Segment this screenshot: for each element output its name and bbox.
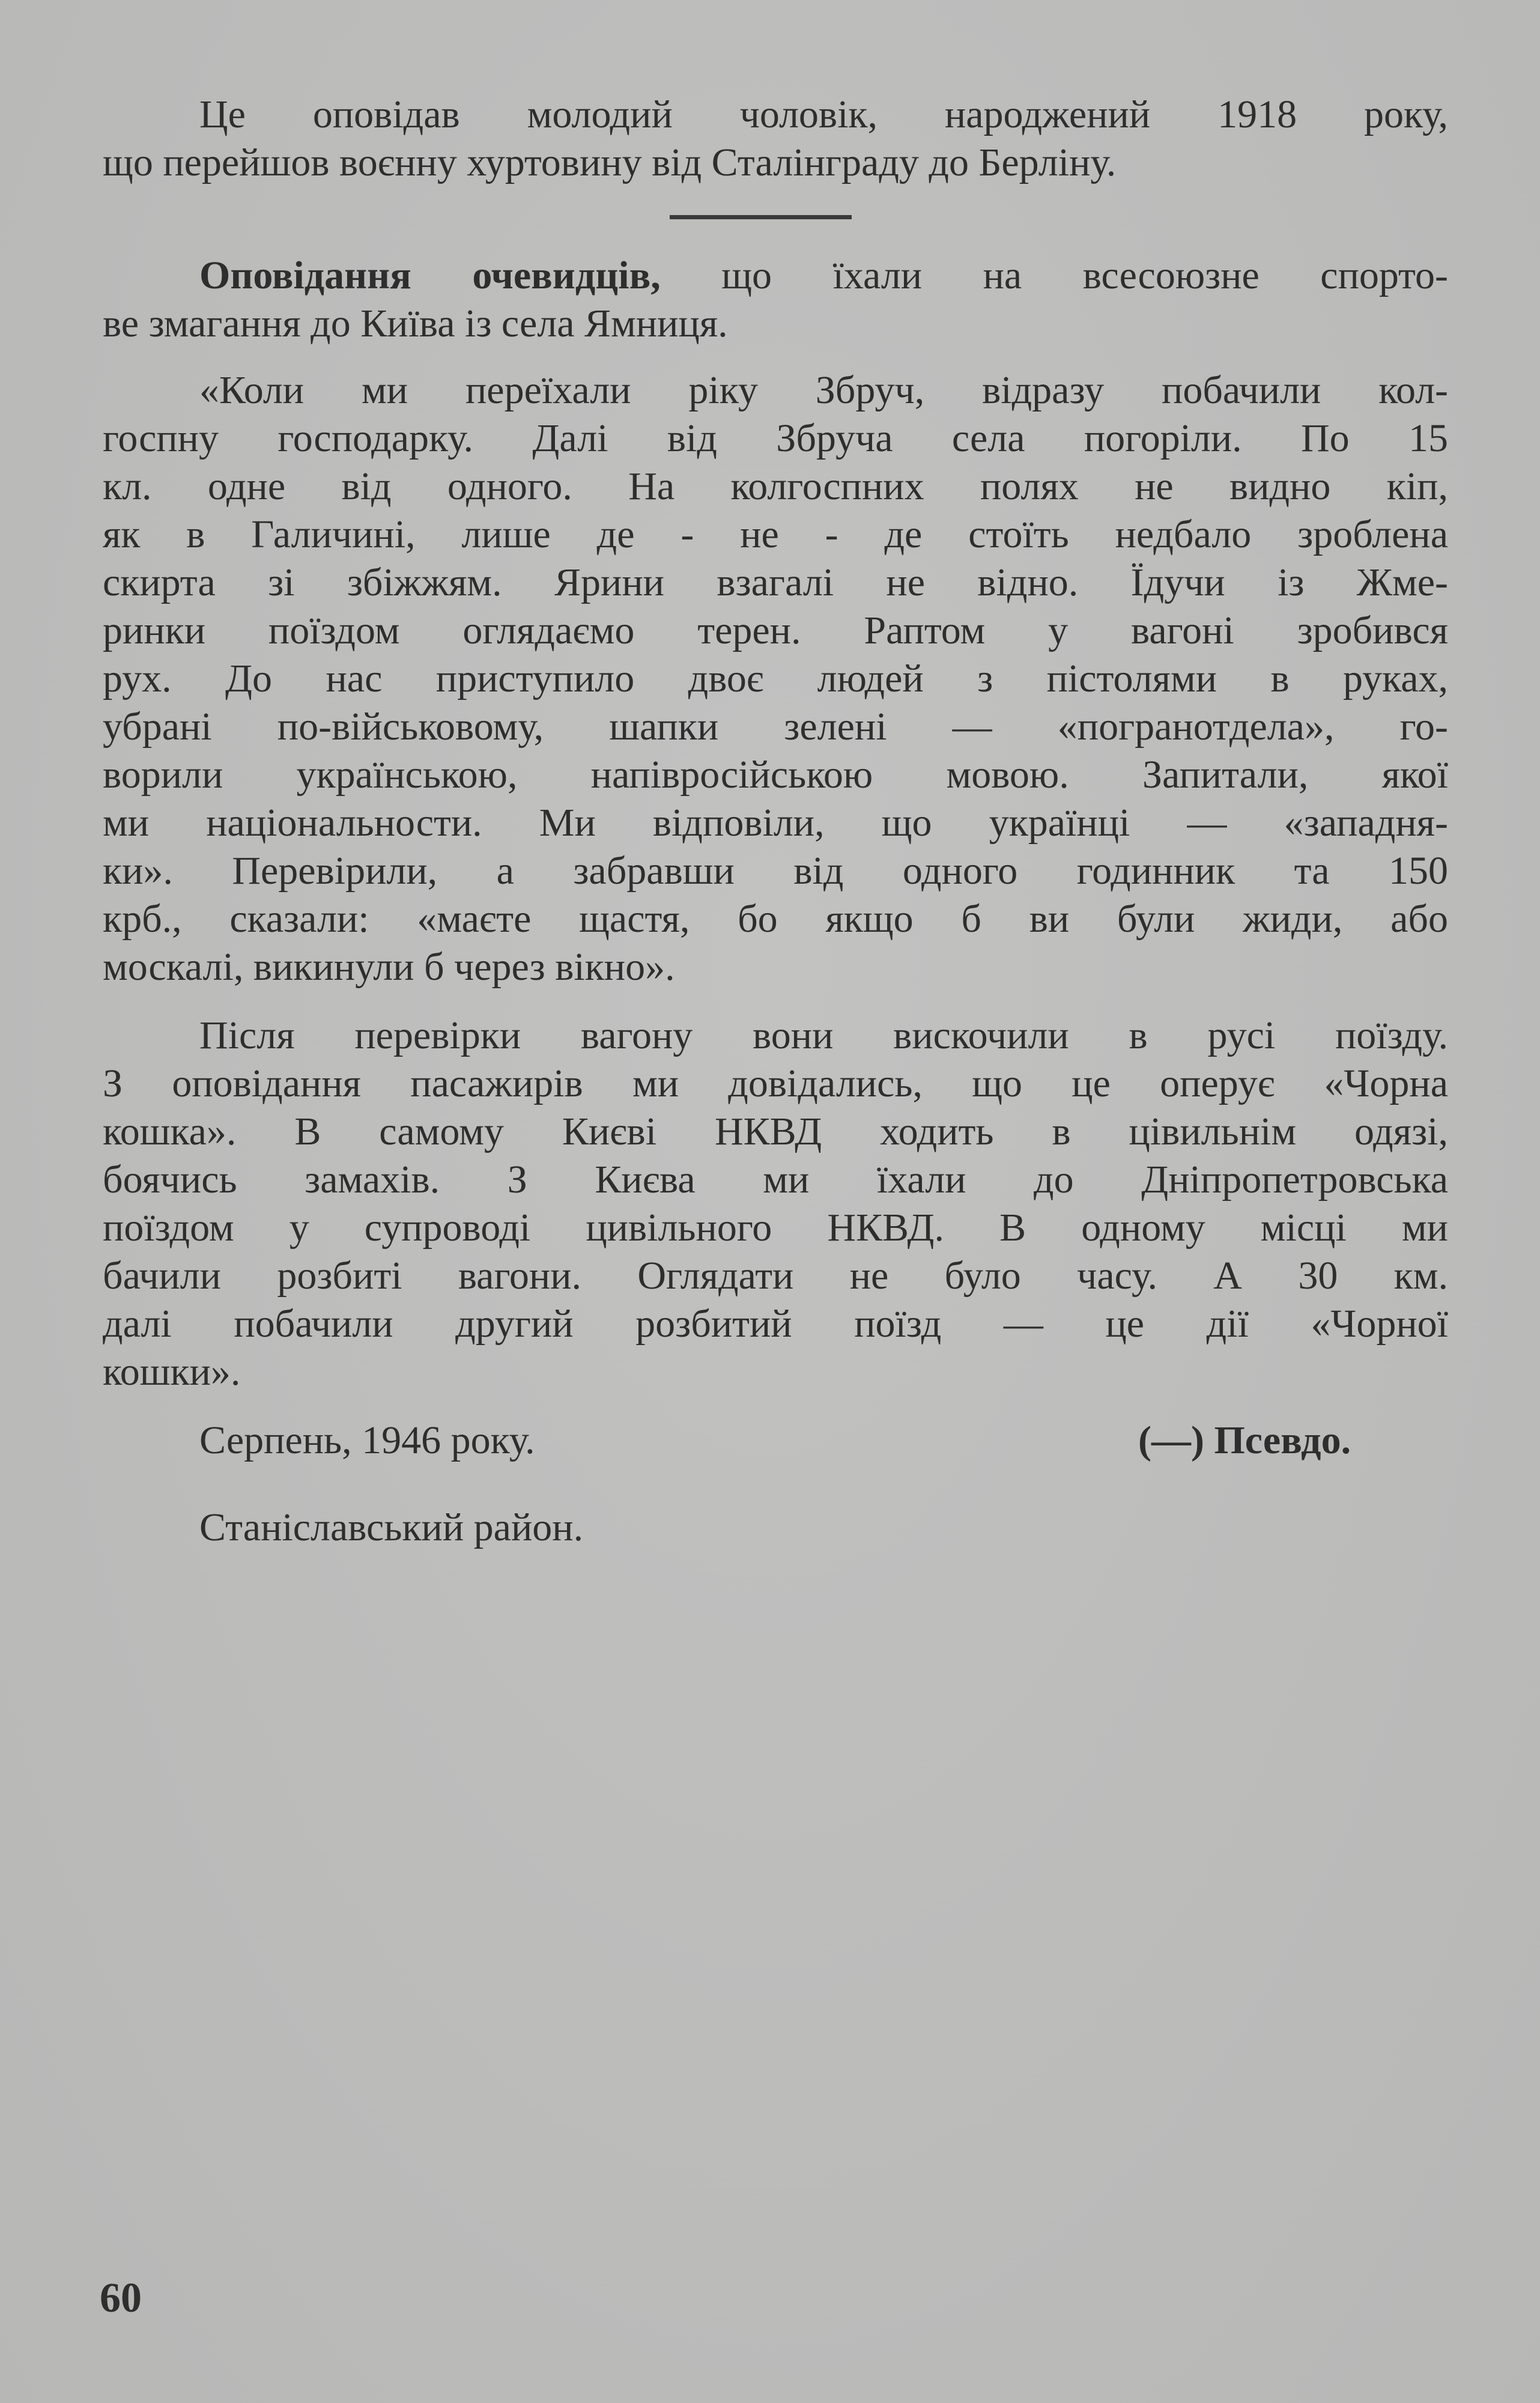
text-line: ми національности. Ми відповіли, що українці — «западня- (103, 801, 1448, 845)
text-line: «Коли ми переїхали ріку Збруч, відразу побачили кол- (199, 368, 1448, 412)
text-line: кл. одне від одного. На колгоспних полях не видно кіп, (103, 464, 1448, 508)
text-line: ве змагання до Київа із села Ямниця. (103, 302, 728, 345)
signature-place: Станіславський район. (199, 1505, 584, 1549)
intro-paragraph (103, 91, 1448, 187)
story-paragraph (103, 366, 1448, 991)
text-line: як в Галичині, лише де - не - де стоїть недбало зроблена (103, 512, 1448, 556)
text-line: госпну господарку. Далі від Збруча села погоріли. По 15 (103, 416, 1448, 460)
eyewitness-paragraph (103, 252, 1448, 348)
signature-date: Серпень, 1946 року. (199, 1418, 535, 1462)
after-paragraph (103, 1012, 1448, 1396)
text-line: далі побачили другий розбитий поїзд — це дії «Чорної (103, 1302, 1448, 1346)
text-line: кошка». В самому Києві НКВД ходить в цівильнім одязі, (103, 1110, 1448, 1153)
text-line: ворили українською, напівросійською мовою. Запитали, якої (103, 753, 1448, 797)
text-line: ринки поїздом оглядаємо терен. Раптом у вагоні зробився (103, 609, 1448, 652)
text-line: крб., сказали: «маєте щастя, бо якщо б ви були жиди, або (103, 897, 1448, 941)
text-line: убрані по-військовому, шапки зелені — «погранотдела», го- (103, 705, 1448, 749)
text-line: скирта зі збіжжям. Ярини взагалі не відно. Їдучи із Жме- (103, 560, 1448, 604)
signature-author: (—) Псевдо. (1138, 1418, 1351, 1462)
text-line: москалі, викинули б через вікно». (103, 945, 675, 989)
text-line (103, 252, 1448, 300)
text-line: З оповідання пасажирів ми довідались, що це оперує «Чорна (103, 1062, 1448, 1105)
text-line: Після перевірки вагону вони вискочили в русі поїзду. (199, 1013, 1448, 1057)
eyewitness-heading: Оповідання очевидців, (199, 254, 661, 297)
text-fragment: що їхали на всесоюзне спорто- (660, 254, 1448, 297)
page-number: 60 (100, 2275, 142, 2321)
text-line: ки». Перевірили, а забравши від одного годинник та 150 (103, 849, 1448, 893)
text-line: боячись замахів. З Києва ми їхали до Дніпропетровська (103, 1158, 1448, 1202)
text-line: що перейшов воєнну хуртовину від Сталінграду до Берліну. (103, 141, 1117, 184)
text-line: кошки». (103, 1350, 241, 1394)
text-line: бачили розбиті вагони. Оглядати не було часу. А 30 км. (103, 1254, 1448, 1298)
text-line: рух. До нас приступило двоє людей з пістолями в руках, (103, 657, 1448, 700)
text-line: Це оповідав молодий чоловік, народжений 1918 року, (199, 93, 1448, 136)
section-divider (670, 215, 852, 219)
text-line: поїздом у супроводі цивільного НКВД. В одному місці ми (103, 1206, 1448, 1250)
